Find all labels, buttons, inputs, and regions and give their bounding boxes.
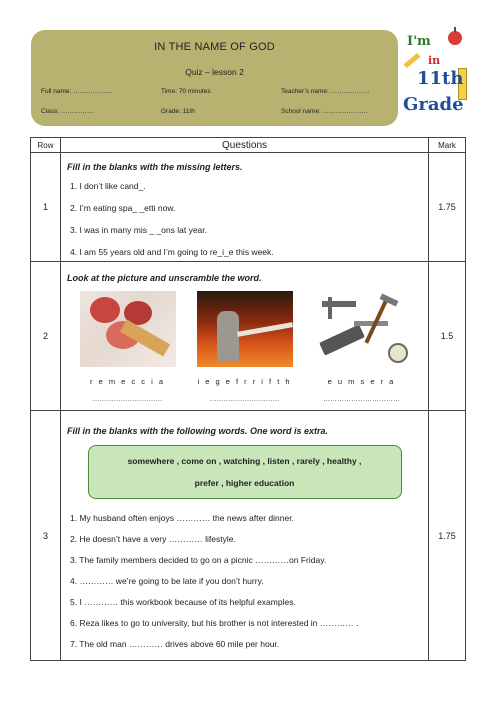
question-instruction: Look at the picture and unscramble the word. xyxy=(67,273,262,283)
header-subtitle: Quiz – lesson 2 xyxy=(185,67,244,77)
question-item: 1. I don’t like cand_. xyxy=(70,180,146,191)
firefighter-image xyxy=(197,291,293,367)
word-bank xyxy=(88,445,402,499)
school-name-field: School name: ………………… xyxy=(281,108,369,115)
question-cell xyxy=(61,262,429,411)
answer-blank: …………………………… xyxy=(323,396,400,403)
questions-column-header: Questions xyxy=(61,138,429,153)
logo-line-2: in xyxy=(428,54,441,67)
row-number: 3 xyxy=(31,411,61,661)
scrambled-word: e u m s e r a xyxy=(327,377,396,386)
logo-line-4: Grade xyxy=(403,94,464,115)
header-title: IN THE NAME OF GOD xyxy=(154,41,275,53)
row-number: 2 xyxy=(31,262,61,411)
picture-item xyxy=(78,291,178,403)
question-item: 3. The family members decided to go on a picnic …………on Friday. xyxy=(70,555,327,565)
question-item: 4. ………… we’re going to be late if you don’t hurry. xyxy=(70,576,264,586)
full-name-field: Full name: ……………… xyxy=(41,88,113,95)
picture-item xyxy=(195,291,295,403)
word-bank-line: prefer , higher education xyxy=(194,478,295,488)
question-instruction: Fill in the blanks with the missing letters. xyxy=(67,161,243,172)
question-cell xyxy=(61,153,429,262)
ice-cream-image xyxy=(80,291,176,367)
table-header-row xyxy=(31,138,466,153)
question-instruction: Fill in the blanks with the following words. One word is extra. xyxy=(67,426,329,436)
grade-logo xyxy=(402,28,470,120)
scrambled-word: r e m e c c i a xyxy=(89,377,165,386)
answer-blank: ………………………… xyxy=(209,396,280,403)
quiz-table xyxy=(30,137,466,661)
time-label: Time: 70 minutes xyxy=(161,88,211,95)
class-field: Class: …………… xyxy=(41,108,94,115)
answer-blank: ………………………… xyxy=(92,396,163,403)
question-item: 2. He doesn’t have a very ………… lifestyle. xyxy=(70,534,236,544)
question-cell xyxy=(61,411,429,661)
quiz-header xyxy=(31,30,398,126)
picture-item xyxy=(312,291,412,403)
mark-value: 1.5 xyxy=(429,262,466,411)
question-item: 6. Reza likes to go to university, but his brother is not interested in ………… . xyxy=(70,618,359,628)
teacher-name-field: Teacher’s name: ……………… xyxy=(281,88,370,95)
mark-value: 1.75 xyxy=(429,411,466,661)
row-column-header: Row xyxy=(31,138,61,153)
question-item: 3. I was in many mis _ _ons lat year. xyxy=(70,224,208,235)
question-item: 4. I am 55 years old and I’m going to re_i_e this week. xyxy=(70,246,274,257)
logo-line-3: 11th xyxy=(417,68,464,89)
row-number: 1 xyxy=(31,153,61,262)
scrambled-word: i e g e f r r i f t h xyxy=(197,377,292,386)
question-row-3 xyxy=(31,411,466,661)
question-row-1 xyxy=(31,153,466,262)
apple-icon xyxy=(448,31,462,45)
question-item: 2. I’m eating spa_ _etti now. xyxy=(70,202,176,213)
tools-image xyxy=(314,291,410,367)
pencil-icon xyxy=(403,53,420,68)
question-row-2 xyxy=(31,262,466,411)
picture-row xyxy=(61,291,428,403)
mark-value: 1.75 xyxy=(429,153,466,262)
logo-line-1: I'm xyxy=(407,34,431,49)
question-item: 5. I ………… this workbook because of its helpful examples. xyxy=(70,597,296,607)
grade-label: Grade: 11th xyxy=(161,108,195,115)
mark-column-header: Mark xyxy=(429,138,466,153)
question-item: 7. The old man ………… drives above 60 mile per hour. xyxy=(70,639,280,649)
word-bank-line: somewhere , come on , watching , listen , rarely , healthy , xyxy=(127,456,362,466)
question-item: 1. My husband often enjoys ………… the news after dinner. xyxy=(70,513,294,523)
